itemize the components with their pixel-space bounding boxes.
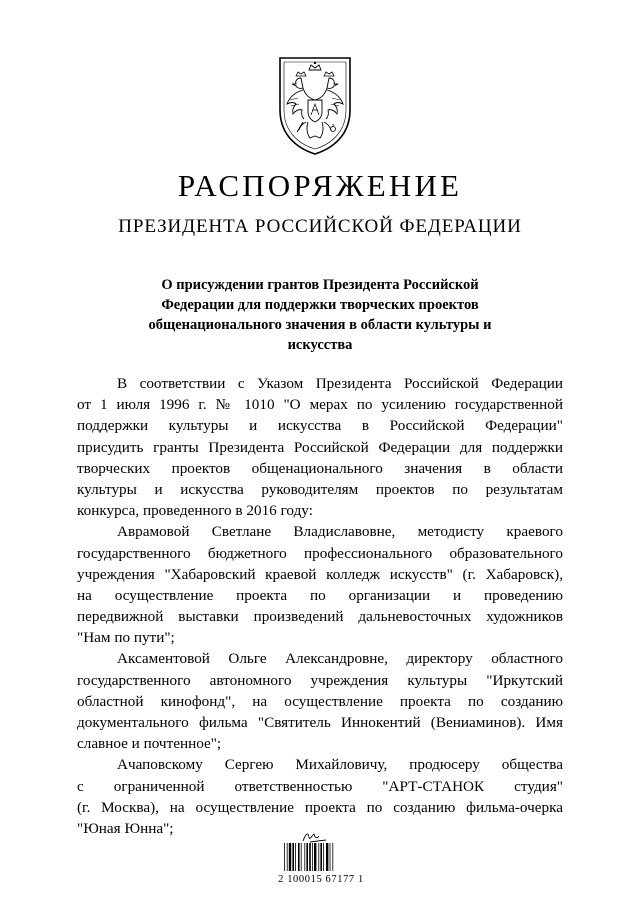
body-line: творческих проектов общенационального значения в области <box>77 459 563 477</box>
body-line: документального фильма "Святитель Иннокентий (Вениаминов). Имя <box>77 714 563 731</box>
barcode-bar <box>318 843 319 871</box>
barcode-bar <box>314 843 316 871</box>
heading-line: искусства <box>287 337 353 353</box>
body-line: от 1 июля 1996 г. № 1010 "О мерах по усилению государственной <box>77 396 563 414</box>
barcode-bar <box>309 843 311 871</box>
document-heading <box>110 275 530 355</box>
document-body <box>77 373 563 839</box>
document-subtitle: ПРЕЗИДЕНТА РОССИЙСКОЙ ФЕДЕРАЦИИ <box>118 216 522 237</box>
body-line: культуры и искусства руководителям проектов по результатам <box>77 480 563 498</box>
barcode-bar <box>292 843 294 871</box>
body-line: конкурса, проведенного в 2016 году: <box>77 502 313 520</box>
heading-line: Федерации для поддержки творческих проектов <box>161 297 479 313</box>
barcode-bar <box>298 843 300 871</box>
body-line: на осуществление проекта по организации и проведению <box>77 586 563 604</box>
barcode-bar <box>332 843 333 871</box>
body-line: славное и почтенное"; <box>77 735 222 753</box>
body-line: Аксаментовой Ольге Александровне, директору областного <box>117 650 563 668</box>
barcode-bar <box>301 843 302 871</box>
body-line: передвижной выставки произведений дальневосточных художников <box>77 608 563 626</box>
barcode-bar <box>284 843 285 871</box>
barcode-bar <box>323 843 324 871</box>
body-line: государственного автономного учреждения культуры "Иркутский <box>77 671 563 689</box>
barcode-bar <box>287 843 288 871</box>
barcode-bar <box>289 843 291 871</box>
barcode-bar <box>306 843 308 871</box>
barcode-bar <box>312 843 313 871</box>
body-line: "Юная Юнна"; <box>77 819 174 837</box>
body-line: Аврамовой Светлане Владиславовне, методисту краевого <box>117 523 563 541</box>
barcode <box>283 843 357 871</box>
barcode-bar <box>330 843 331 871</box>
body-line: областной кинофонд", на осуществление проекта по созданию <box>77 692 563 710</box>
body-line: государственного бюджетного профессионального образовательного <box>77 544 563 562</box>
body-line: учреждения "Хабаровский краевой колледж искусств" (г. Хабаровск), <box>77 565 563 583</box>
body-line: поддержки культуры и искусства в Российской Федерации" <box>77 417 563 435</box>
barcode-number: 2 100015 67177 1 <box>278 874 364 885</box>
body-line: Ачаповскому Сергею Михайловичу, продюсеру общества <box>117 756 563 774</box>
body-line: (г. Москва), на осуществление проекта по созданию фильма-очерка <box>77 798 563 816</box>
barcode-bar <box>326 843 328 871</box>
heading-line: общенационального значения в области культуры и <box>148 317 492 333</box>
document-title: РАСПОРЯЖЕНИЕ <box>177 168 463 203</box>
body-line: "Нам по пути"; <box>77 629 175 647</box>
barcode-bar <box>304 843 305 871</box>
barcode-bar <box>295 843 296 871</box>
body-line: В соответствии с Указом Президента Российской Федерации <box>117 375 563 392</box>
body-line: с ограниченной ответственностью "АРТ-СТАНОК студия" <box>77 777 563 795</box>
coat-of-arms-emblem <box>272 52 358 156</box>
heading-line: О присуждении грантов Президента Российской <box>161 277 479 293</box>
barcode-bar <box>320 843 322 871</box>
body-line: присудить гранты Президента Российской Федерации для поддержки <box>77 438 563 456</box>
